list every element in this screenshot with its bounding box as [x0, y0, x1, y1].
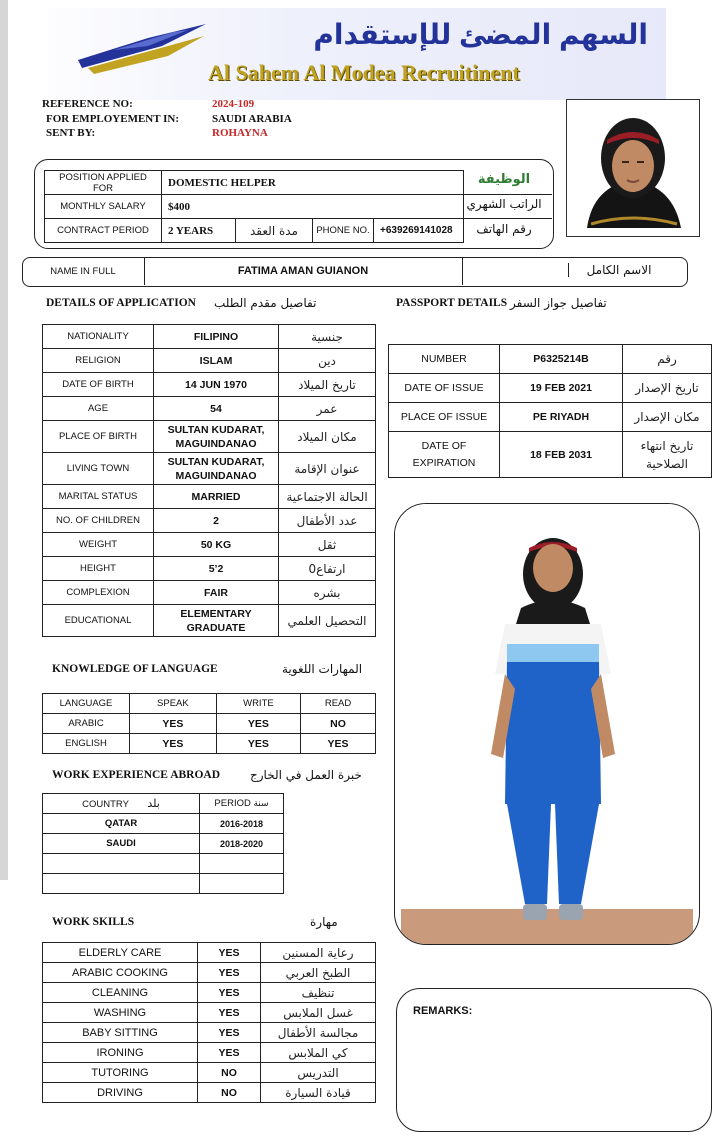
- passport-row-label: DATE OF EXPIRATION: [389, 432, 500, 478]
- details-row-value: 50 KG: [154, 533, 279, 557]
- skill-arabic: رعاية المسنين: [261, 943, 376, 963]
- details-row-arabic: الحالة الاجتماعية: [279, 485, 376, 509]
- skill-label: CLEANING: [43, 983, 198, 1003]
- details-row-label: MARITAL STATUS: [43, 485, 154, 509]
- language-title: KNOWLEDGE OF LANGUAGE: [52, 663, 218, 675]
- skills-row: [43, 963, 376, 983]
- skills-table: [42, 942, 376, 1103]
- name-arabic: الاسم الكامل: [568, 263, 669, 277]
- passport-title-arabic: تفاصيل جواز السفر: [510, 296, 607, 310]
- language-header-cell: READ: [301, 694, 376, 714]
- details-row-label: NATIONALITY: [43, 325, 154, 349]
- experience-country: SAUDI: [43, 834, 200, 854]
- details-row: [43, 581, 376, 605]
- skill-arabic: الطبخ العربي: [261, 963, 376, 983]
- language-ability: NO: [301, 714, 376, 734]
- details-row-label: EDUCATIONAL: [43, 605, 154, 637]
- passport-row-value: 18 FEB 2031: [500, 432, 623, 478]
- details-row-arabic: تاريخ الميلاد: [279, 373, 376, 397]
- skill-arabic: قيادة السيارة: [261, 1083, 376, 1103]
- details-title: DETAILS OF APPLICATION: [46, 297, 196, 309]
- details-row-value: 2: [154, 509, 279, 533]
- remarks-box: [396, 988, 712, 1132]
- details-row-value: MARRIED: [154, 485, 279, 509]
- skills-row: [43, 943, 376, 963]
- name-value: FATIMA AMAN GUIANON: [144, 257, 463, 285]
- details-row-label: PLACE OF BIRTH: [43, 421, 154, 453]
- passport-row: [389, 432, 712, 478]
- details-row-arabic: عنوان الإقامة: [279, 453, 376, 485]
- experience-period: 2018-2020: [200, 834, 284, 854]
- full-body-figure-icon: [395, 504, 699, 944]
- period-header-arabic: سنة: [253, 799, 269, 809]
- details-row-value: ELEMENTARY GRADUATE: [154, 605, 279, 637]
- passport-table: [388, 344, 712, 478]
- experience-period: [200, 874, 284, 894]
- period-header-label: PERIOD: [214, 798, 251, 809]
- passport-row-label: NUMBER: [389, 345, 500, 374]
- language-ability: YES: [130, 714, 217, 734]
- reference-value: 2024-109: [212, 98, 255, 110]
- language-row: [43, 714, 376, 734]
- details-row-label: COMPLEXION: [43, 581, 154, 605]
- position-divider-2: [458, 218, 552, 219]
- experience-period: 2016-2018: [200, 814, 284, 834]
- details-row-value: SULTAN KUDARAT, MAGUINDANAO: [154, 421, 279, 453]
- position-arabic: الوظيفة: [477, 172, 531, 187]
- language-ability: YES: [301, 734, 376, 754]
- experience-period-header: [200, 794, 284, 814]
- remarks-label: REMARKS:: [413, 1005, 473, 1017]
- position-applied-label: POSITION APPLIED FOR: [45, 171, 162, 195]
- applicant-headshot: [566, 99, 700, 237]
- skills-row: [43, 1043, 376, 1063]
- skill-label: ARABIC COOKING: [43, 963, 198, 983]
- experience-row: [43, 834, 284, 854]
- details-row-label: AGE: [43, 397, 154, 421]
- details-row: [43, 373, 376, 397]
- contract-label: CONTRACT PERIOD: [45, 219, 162, 243]
- employment-value: SAUDI ARABIA: [212, 113, 292, 125]
- skill-arabic: مجالسة الأطفال: [261, 1023, 376, 1043]
- skills-row: [43, 1083, 376, 1103]
- language-ability: YES: [216, 714, 300, 734]
- passport-title: PASSPORT DETAILS: [396, 297, 508, 309]
- details-row-label: DATE OF BIRTH: [43, 373, 154, 397]
- experience-row: [43, 854, 284, 874]
- details-row: [43, 453, 376, 485]
- details-row: [43, 485, 376, 509]
- skills-row: [43, 983, 376, 1003]
- details-row-label: NO. OF CHILDREN: [43, 509, 154, 533]
- details-row: [43, 509, 376, 533]
- details-row-value: 54: [154, 397, 279, 421]
- skills-title-arabic: مهارة: [310, 915, 338, 929]
- skills-row: [43, 1003, 376, 1023]
- skill-value: YES: [198, 1003, 261, 1023]
- skill-label: WASHING: [43, 1003, 198, 1023]
- skill-label: BABY SITTING: [43, 1023, 198, 1043]
- passport-row-arabic: مكان الإصدار: [623, 403, 712, 432]
- skill-value: YES: [198, 943, 261, 963]
- details-row: [43, 421, 376, 453]
- skill-label: ELDERLY CARE: [43, 943, 198, 963]
- skills-row: [43, 1063, 376, 1083]
- passport-row-arabic: تاريخ الإصدار: [623, 374, 712, 403]
- details-row-label: HEIGHT: [43, 557, 154, 581]
- position-divider-1: [458, 194, 552, 195]
- details-row-label: WEIGHT: [43, 533, 154, 557]
- reference-label: REFERENCE NO:: [42, 98, 133, 110]
- skill-arabic: تنظيف: [261, 983, 376, 1003]
- language-name: ENGLISH: [43, 734, 130, 754]
- language-header-cell: LANGUAGE: [43, 694, 130, 714]
- language-table: [42, 693, 376, 754]
- language-row: [43, 734, 376, 754]
- details-row-value: 14 JUN 1970: [154, 373, 279, 397]
- country-header-arabic: بلد: [147, 797, 160, 810]
- language-title-arabic: المهارات اللغوية: [282, 662, 363, 676]
- details-row: [43, 325, 376, 349]
- skill-label: TUTORING: [43, 1063, 198, 1083]
- passport-row: [389, 345, 712, 374]
- details-row-arabic: عمر: [279, 397, 376, 421]
- salary-value: $400: [162, 195, 464, 219]
- details-row: [43, 533, 376, 557]
- details-row-arabic: دين: [279, 349, 376, 373]
- phone-label: PHONE NO.: [313, 219, 374, 242]
- contract-value: 2 YEARS: [162, 219, 236, 243]
- language-header-cell: WRITE: [216, 694, 300, 714]
- details-row-label: RELIGION: [43, 349, 154, 373]
- experience-period: [200, 854, 284, 874]
- skill-value: YES: [198, 983, 261, 1003]
- skills-row: [43, 1023, 376, 1043]
- details-row-arabic: جنسية: [279, 325, 376, 349]
- language-name: ARABIC: [43, 714, 130, 734]
- position-table: [44, 170, 464, 243]
- details-row-value: SULTAN KUDARAT, MAGUINDANAO: [154, 453, 279, 485]
- details-row-arabic: التحصيل العلمي: [279, 605, 376, 637]
- details-row-arabic: مكان الميلاد: [279, 421, 376, 453]
- details-row-arabic: ثقل: [279, 533, 376, 557]
- details-title-arabic: تفاصيل مقدم الطلب: [214, 296, 317, 310]
- phone-arabic: رقم الهاتف: [476, 222, 532, 236]
- passport-row-value: PE RIYADH: [500, 403, 623, 432]
- language-header-cell: SPEAK: [130, 694, 217, 714]
- skill-value: YES: [198, 963, 261, 983]
- applicant-full-photo: [394, 503, 700, 945]
- details-row: [43, 349, 376, 373]
- experience-title-arabic: خبرة العمل في الخارج: [250, 768, 362, 782]
- details-row-value: ISLAM: [154, 349, 279, 373]
- skill-arabic: كي الملابس: [261, 1043, 376, 1063]
- page-edge-strip: [0, 0, 8, 880]
- skill-label: IRONING: [43, 1043, 198, 1063]
- passport-row-label: PLACE OF ISSUE: [389, 403, 500, 432]
- experience-table: [42, 793, 284, 894]
- sent-by-label: SENT BY:: [46, 127, 96, 139]
- country-header-label: COUNTRY: [82, 799, 129, 810]
- skill-arabic: التدريس: [261, 1063, 376, 1083]
- agency-banner: [48, 8, 666, 100]
- skill-value: NO: [198, 1063, 261, 1083]
- agency-name-arabic: السهم المضئ للإستقدام: [313, 19, 648, 50]
- experience-country: QATAR: [43, 814, 200, 834]
- experience-title: WORK EXPERIENCE ABROAD: [52, 769, 221, 781]
- details-table: [42, 324, 376, 637]
- details-row-label: LIVING TOWN: [43, 453, 154, 485]
- experience-country: [43, 874, 200, 894]
- salary-arabic: الراتب الشهري: [466, 197, 542, 211]
- passport-row-value: 19 FEB 2021: [500, 374, 623, 403]
- details-row-arabic: عدد الأطفال: [279, 509, 376, 533]
- phone-value: +639269141028: [380, 225, 453, 236]
- skill-label: DRIVING: [43, 1083, 198, 1103]
- passport-row-arabic: تاريخ انتهاء الصلاحية: [623, 432, 712, 478]
- details-row: [43, 397, 376, 421]
- skill-value: YES: [198, 1043, 261, 1063]
- language-ability: YES: [130, 734, 217, 754]
- arrow-logo-icon: [78, 16, 208, 78]
- language-ability: YES: [216, 734, 300, 754]
- details-row-value: 5’2: [154, 557, 279, 581]
- details-row: [43, 557, 376, 581]
- passport-row: [389, 403, 712, 432]
- experience-row: [43, 874, 284, 894]
- details-row-arabic: بشره: [279, 581, 376, 605]
- headshot-portrait-icon: [567, 100, 699, 236]
- skills-title: WORK SKILLS: [52, 916, 135, 928]
- name-label: NAME IN FULL: [22, 257, 145, 285]
- details-row-arabic: ارتفاع0: [279, 557, 376, 581]
- passport-row-arabic: رقم: [623, 345, 712, 374]
- position-applied-value: DOMESTIC HELPER: [162, 171, 464, 195]
- agency-name-english: Al Sahem Al Modea Recruitinent: [208, 60, 520, 85]
- details-row: [43, 605, 376, 637]
- passport-row: [389, 374, 712, 403]
- details-row-value: FILIPINO: [154, 325, 279, 349]
- skill-value: NO: [198, 1083, 261, 1103]
- language-header-row: [43, 694, 376, 714]
- employment-label: FOR EMPLOYEMENT IN:: [46, 113, 180, 125]
- passport-row-label: DATE OF ISSUE: [389, 374, 500, 403]
- sent-by-value: ROHAYNA: [212, 127, 268, 139]
- skill-value: YES: [198, 1023, 261, 1043]
- experience-country: [43, 854, 200, 874]
- skill-arabic: غسل الملابس: [261, 1003, 376, 1023]
- experience-row: [43, 814, 284, 834]
- details-row-value: FAIR: [154, 581, 279, 605]
- salary-label: MONTHLY SALARY: [45, 195, 162, 219]
- experience-country-header: [43, 794, 200, 814]
- passport-row-value: P6325214B: [500, 345, 623, 374]
- contract-arabic: مدة العقد: [236, 219, 313, 243]
